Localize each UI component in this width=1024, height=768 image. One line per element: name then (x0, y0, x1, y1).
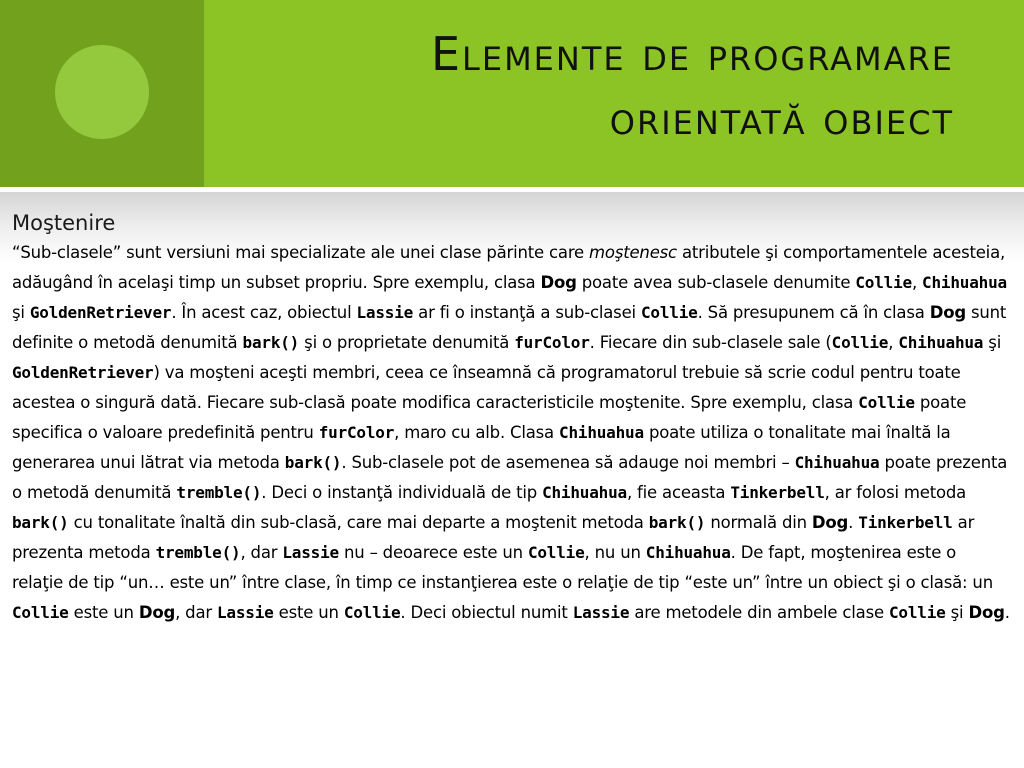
text-run: , (911, 273, 923, 292)
text-run: ar prezenta metoda (12, 513, 975, 562)
bold-term: Dog (811, 513, 849, 532)
text-run: . Deci obiectul numit (400, 603, 573, 622)
text-run: . Să presupunem că în clasa (697, 303, 930, 322)
code-term: tremble() (176, 483, 262, 502)
text-run: şi (983, 333, 1002, 352)
text-run: , dar (175, 603, 217, 622)
text-run: . Deci o instanţă individuală de tip (261, 483, 543, 502)
text-run: , nu un (584, 543, 646, 562)
text-run: poate utiliza o tonalitate mai înaltă la generarea unui lătrat via metoda (12, 423, 951, 472)
code-term: bark() (12, 513, 69, 532)
text-run: sunt definite o metodă denumită (12, 303, 1007, 352)
code-term: Chihuahua (922, 273, 1007, 292)
code-term: Lassie (572, 603, 630, 622)
code-term: Chihuahua (542, 483, 627, 502)
code-term: Collie (855, 273, 912, 292)
code-term: Chihuahua (645, 543, 731, 562)
text-run: poate prezenta o metodă denumită (12, 453, 1008, 502)
bold-term: Dog (540, 273, 577, 292)
slide-content (12, 208, 1012, 628)
text-run: , maro cu alb. Clasa (394, 423, 560, 442)
slide-title-line2: orientată obiect (609, 91, 954, 145)
code-term: tremble() (155, 543, 241, 562)
text-run: nu – deoarece este un (338, 543, 528, 562)
code-term: Collie (12, 603, 69, 622)
text-run: şi (12, 303, 30, 322)
text-run: poate specifica o valoare predefinită pentru (12, 393, 967, 442)
code-term: GoldenRetriever (29, 303, 172, 322)
text-run: . (1004, 603, 1010, 622)
emphasis-term: moştenesc (589, 243, 677, 262)
slide-title (234, 22, 954, 150)
text-run: . Sub-clasele pot de asemenea să adauge noi membri – (341, 453, 795, 472)
code-term: Chihuahua (794, 453, 880, 472)
text-run: şi o proprietate denumită (299, 333, 515, 352)
title-bar-accent (0, 0, 204, 187)
code-term: Tinkerbell (858, 513, 953, 532)
code-term: furColor (318, 423, 395, 442)
code-term: Collie (640, 303, 698, 322)
code-term: Lassie (356, 303, 414, 322)
code-term: Collie (858, 393, 915, 412)
text-run: . De fapt, moştenirea este o relaţie de tip “un… este un” între clase, în timp ce instanţierea este o relaţie de tip “este un” între un obiect şi o clasă: un (12, 543, 993, 592)
text-run: este un (273, 603, 344, 622)
text-run: “Sub-clasele” sunt versiuni mai specializate ale unei clase părinte care (12, 243, 590, 262)
code-term: Chihuahua (898, 333, 984, 352)
code-term: bark() (648, 513, 706, 532)
code-term: Lassie (216, 603, 274, 622)
text-run: şi (945, 603, 969, 622)
decorative-circle (55, 45, 149, 139)
text-run: ar fi o instanţă a sub-clasei (413, 303, 641, 322)
code-term: furColor (514, 333, 590, 352)
code-term: Lassie (282, 543, 339, 562)
code-term: Collie (343, 603, 401, 622)
bold-term: Dog (968, 603, 1005, 622)
code-term: Collie (527, 543, 585, 562)
text-run: normală din (705, 513, 812, 532)
code-term: GoldenRetriever (12, 363, 154, 382)
text-run: , fie aceasta (626, 483, 731, 502)
text-run: . (848, 513, 859, 532)
code-term: bark() (242, 333, 300, 352)
body-paragraph (12, 238, 1012, 628)
text-run: . Fiecare din sub-clasele sale ( (589, 333, 832, 352)
bold-term: Dog (138, 603, 176, 622)
bold-term: Dog (929, 303, 966, 322)
code-term: Collie (889, 603, 946, 622)
text-run: poate avea sub-clasele denumite (576, 273, 856, 292)
text-run: are metodele din ambele clase (629, 603, 889, 622)
code-term: Chihuahua (559, 423, 644, 442)
text-run: atributele şi comportamentele acesteia, adăugând în acelaşi timp un subset propriu. Spre exemplu, clasa (12, 243, 1006, 292)
title-bar (0, 0, 1024, 187)
text-run: , dar (240, 543, 283, 562)
text-run: , ar folosi metoda (824, 483, 967, 502)
text-run: este un (68, 603, 139, 622)
slide-title-line1: Elemente de programare (430, 27, 954, 81)
code-term: bark() (284, 453, 342, 472)
text-run: ) va moşteni aceşti membri, ceea ce înseamnă că programatorul trebuie să scrie codul pentru toate acestea o singură dată. Fiecare sub-clasă poate modifica caracteristicile moştenite. Spre exemplu, clasa (12, 363, 961, 412)
code-term: Tinkerbell (730, 483, 825, 502)
slide-subtitle: Moştenire (12, 211, 116, 235)
code-term: Collie (831, 333, 889, 352)
text-run: , (888, 333, 899, 352)
text-run: . În acest caz, obiectul (171, 303, 357, 322)
text-run: cu tonalitate înaltă din sub-clasă, care mai departe a moştenit metoda (68, 513, 649, 532)
